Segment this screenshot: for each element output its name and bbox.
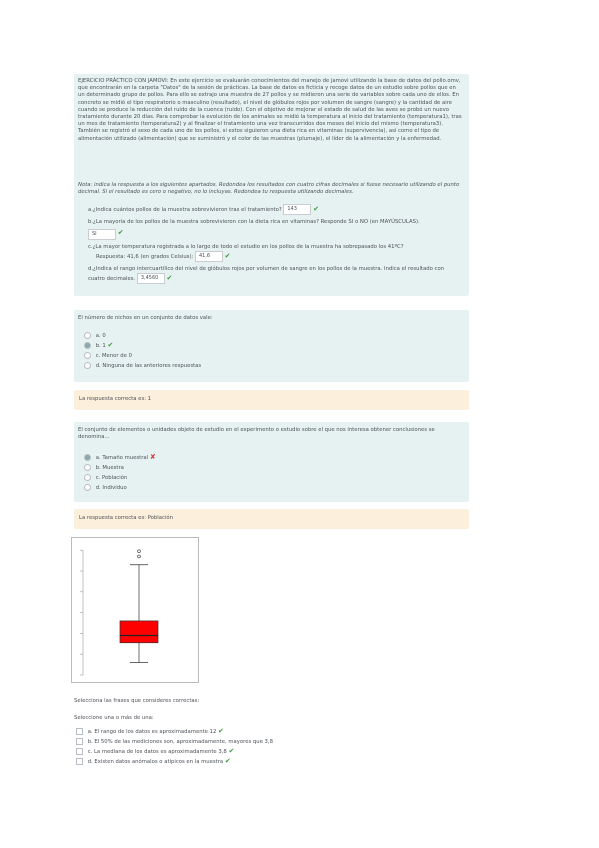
- sub-question-b-text: b.¿La mayoría de los pollos de la muestra sobrevivieron con la dieta rica en vitaminas? Responde SI o NO (en MAYÚSCULAS).: [88, 219, 420, 225]
- option-label: Menor de 0: [101, 353, 132, 359]
- radio-button[interactable]: [84, 484, 91, 491]
- option-a[interactable]: [84, 332, 106, 340]
- option-label: Muestra: [102, 465, 124, 471]
- option-label: 0: [102, 333, 106, 339]
- radio-button[interactable]: [84, 454, 91, 461]
- option-letter: c.: [95, 475, 101, 481]
- check-icon: ✔: [228, 747, 235, 755]
- question-4-instruction: Selecciona las frases que consideres correctas:: [74, 698, 200, 704]
- answer-input-b[interactable]: SI: [88, 229, 116, 240]
- option-letter: b.: [95, 343, 101, 349]
- check-icon: ✔: [107, 341, 114, 349]
- option-label: Población: [101, 475, 128, 481]
- option-label: El 50% de las mediciones son, aproximadamente, mayores que 3,8: [94, 739, 273, 745]
- option-label: 1: [102, 343, 106, 349]
- option-letter: d.: [95, 363, 101, 369]
- option-label: Ninguna de las anteriores respuestas: [102, 363, 202, 369]
- option-letter: a.: [95, 455, 101, 461]
- option-c[interactable]: [84, 352, 132, 360]
- question-1-text: [78, 78, 464, 143]
- option-label: Existen datos anómalos o atípicos en la muestra: [94, 759, 224, 765]
- option-label: El rango de los datos es aproximadamente 12: [94, 729, 217, 735]
- option-b[interactable]: [84, 464, 124, 472]
- option-letter: a.: [87, 729, 93, 735]
- option-label: Individuo: [102, 485, 127, 491]
- plot-frame: [72, 538, 199, 683]
- question-3: [74, 422, 469, 502]
- question-3-stem: El conjunto de elementos o unidades objeto de estudio en el experimento o estudio sobre el que nos interesa obtener conclusiones se denomina...: [78, 427, 435, 441]
- option-d[interactable]: [76, 758, 231, 766]
- option-d[interactable]: [84, 362, 201, 370]
- feedback-2-text: La respuesta correcta es: 1: [79, 396, 152, 402]
- checkbox[interactable]: [76, 758, 83, 765]
- option-letter: d.: [87, 759, 93, 765]
- sub-question-a-text: a.¿Indica cuántos pollos de la muestra sobrevivieron tras el tratamiento?: [88, 207, 282, 213]
- check-icon: ✔: [117, 228, 124, 237]
- feedback-2: [74, 390, 469, 410]
- boxplot-chart: [71, 537, 199, 683]
- option-d[interactable]: [84, 484, 127, 492]
- option-label: La mediana de los datos es aproximadamente 3,8: [93, 749, 227, 755]
- sub-question-d-text: d.¿Indica el rango intercuartílico del nivel de glóbulos rojos por volumen de sangre en los pollos de la muestra. Indica el resultado con cuatro decimales.: [88, 266, 445, 282]
- check-icon: ✔: [313, 205, 319, 213]
- checkbox[interactable]: [76, 738, 83, 745]
- question-2-stem: El número de nichos en un conjunto de datos vale:: [78, 315, 213, 321]
- radio-button[interactable]: [84, 474, 91, 481]
- radio-button[interactable]: [84, 342, 91, 349]
- check-icon: ✔: [166, 274, 173, 282]
- option-letter: a.: [95, 333, 101, 339]
- radio-button[interactable]: [84, 464, 91, 471]
- checkbox[interactable]: [76, 728, 83, 735]
- option-letter: b.: [95, 465, 101, 471]
- question-1-paragraph: EJERCICIO PRÁCTICO CON JAMOVI: En este ejercicio se evaluarán conocimientos del manejo de jamovi utilizando la base de datos del pollo.omv, que encontrarán en la carpeta "Datos" de la sesión de prácticas. La base de datos es ficticia y recoge datos de un estudio sobre pollos que en un determinado grupo de pollos. Para ello se extrajo una muestra de 27 pollos y se midieron una serie de variables sobre cada uno de ellos. En concreto se midió el tipo respiratorio o masculino (resultado), el nivel de glóbulos rojos por volumen de sangre (sangre) y la cantidad de aire cuando se produce la reducción del ruido de la cuenca (ruido). Con el objetivo de mejorar el estado de salud de las aves se probó un nuevo tratamiento durante 20 días. Para comprobar la evolución de los animales se midió la temperatura al inicio del tratamiento (temperatura1), tras un mes de tratamiento (temperatura2) y al finalizar el tratamiento una vez transcurridos dos meses del inicio del mismo (temperatura3). También se registró el sexo de cada uno de los pollos, si estos siguieron una dieta rica en vitaminas (supervivencia), así como el tipo de alimentación utilizado (alimentación) que se suministró y el color de las muestras (plumaje), el líder de la alimentación y la enfermedad.: [78, 78, 462, 142]
- option-letter: c.: [87, 749, 93, 755]
- option-letter: b.: [87, 739, 93, 745]
- option-c[interactable]: [76, 748, 234, 756]
- sub-question-c-prefix: Respuesta: 41,6 (en grados Celsius):: [96, 254, 194, 260]
- sub-question-d: [88, 266, 458, 284]
- sub-question-b: [88, 219, 458, 240]
- checkbox[interactable]: [76, 748, 83, 755]
- answer-input-d[interactable]: 3,4560: [137, 273, 165, 284]
- question-1-note: Nota: indica la respuesta a los siguientes apartados. Redondea los resultados con cuatro cifras decimales si fuese necesario utilizando el punto decimal. Si el resultado es cero o negativo, no lo incluyas. Redondea tu respuesta utilizando decimales.: [78, 182, 460, 196]
- check-icon: ✔: [218, 727, 224, 735]
- feedback-3-text: La respuesta correcta es: Población: [79, 515, 173, 521]
- check-icon: ✔: [224, 757, 231, 765]
- radio-button[interactable]: [84, 352, 91, 359]
- radio-button[interactable]: [84, 362, 91, 369]
- option-letter: c.: [95, 353, 101, 359]
- option-letter: d.: [95, 485, 101, 491]
- question-1: [74, 74, 469, 296]
- question-4-select: Seleccione una o más de una:: [74, 715, 154, 721]
- question-2: [74, 310, 469, 382]
- option-c[interactable]: [84, 474, 127, 482]
- iqr-box: [120, 621, 158, 643]
- option-a[interactable]: [76, 728, 224, 736]
- sub-question-c-text: c.¿La mayor temperatura registrada a lo largo de todo el estudio en los pollos de la muestra ha sobrepasado los 41ºC?: [88, 244, 404, 250]
- option-b[interactable]: [76, 738, 273, 746]
- cross-icon: ✘: [149, 453, 156, 461]
- check-icon: ✔: [224, 252, 231, 260]
- option-b[interactable]: [84, 342, 113, 350]
- sub-question-a: [88, 204, 448, 215]
- option-a[interactable]: [84, 454, 156, 462]
- option-label: Tamaño muestral: [102, 455, 149, 461]
- answer-input-c[interactable]: 41,6: [195, 251, 223, 262]
- radio-button[interactable]: [84, 332, 91, 339]
- sub-question-c: [88, 244, 458, 262]
- answer-input-a[interactable]: 143: [283, 204, 311, 215]
- feedback-3: [74, 509, 469, 529]
